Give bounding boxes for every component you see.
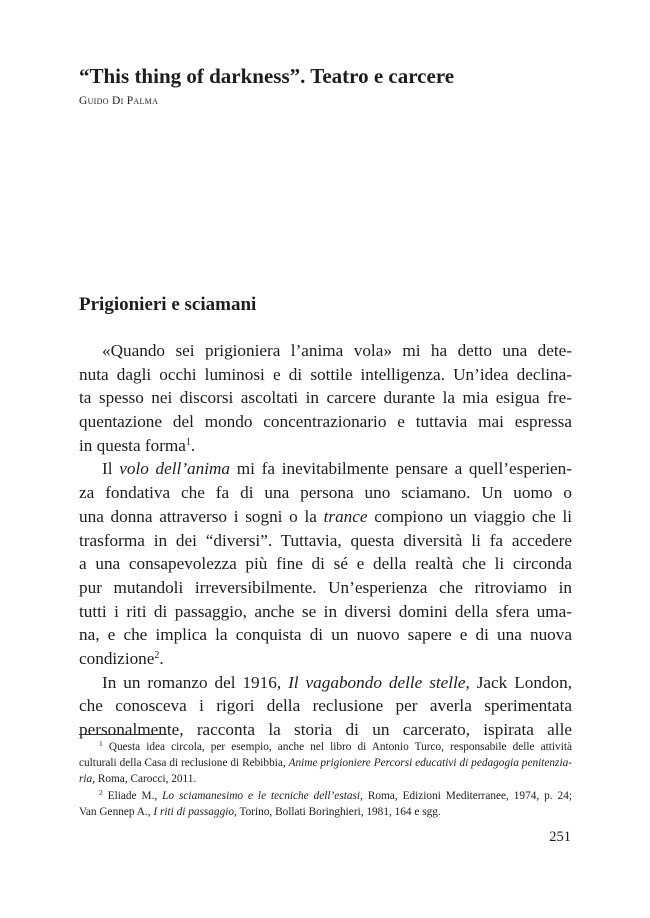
footnote-2-line-2-b: , Torino, Bollati Boringhieri, 1981, 164 e sgg.: [234, 805, 441, 818]
footnote-1-line-1: [79, 739, 572, 755]
footnote-1-line-3: [79, 771, 572, 787]
body-text: [79, 339, 572, 742]
paragraph-1-line-4: quentazione del mondo concentrazionario e tuttavia mai espressa: [79, 412, 572, 432]
paragraph-1-line-3: ta spesso nei discorsi ascoltati in carcere durante la mia esigua fre-: [79, 388, 572, 408]
footnote-2-italic-title: Lo sciamanesimo e le tecniche dell’estasi: [162, 789, 361, 802]
paragraph-3-line-2: che conosceva i rigori della reclusione per averla sperimentata: [79, 696, 572, 716]
paragraph-1-line-2: nuta dagli occhi luminosi e di sottile intelligenza. Un’idea declina-: [79, 364, 572, 384]
paragraph-2-end: .: [159, 648, 164, 668]
paragraph-2-line-7: tutti i riti di passaggio, anche se in diversi domini della sfera uma-: [79, 601, 572, 621]
paragraph-3-line-3: personalmente, racconta la storia di un carcerato, ispirata alle: [79, 720, 572, 739]
paragraph-3-line-1-b: , Jack London,: [465, 672, 572, 692]
footnote-2-line-2-a: Van Gennep A.,: [79, 805, 154, 818]
footnote-1-italic-title: Anime prigioniere Percorsi educativi di pedagogia penitenzia-: [288, 757, 572, 770]
paragraph-1-end: .: [190, 435, 196, 455]
footnotes: [79, 739, 572, 820]
paragraph-2-line-6: pur mutandoli irreversibilmente. Un’esperienza che ritroviamo in: [79, 577, 572, 597]
paragraph-1-line-5: [79, 434, 572, 458]
paragraph-2-line-2: za fondativa che fa di una persona uno sciamano. Un uomo o: [79, 483, 572, 503]
footnote-1-line-1-text: Questa idea circola, per esempio, anche nel libro di Antonio Turco, responsabile delle attività: [102, 741, 572, 753]
paragraph-3-line-1-a: In un romanzo del 1916,: [102, 672, 289, 692]
paragraph-2-line-8: na, e che implica la conquista di un nuovo sapere e di una nuova: [79, 625, 572, 645]
section-title: Prigionieri e sciamani: [79, 294, 257, 315]
paragraph-2-line-3-a: una donna attraverso i sogni o la: [79, 506, 324, 526]
page-number: 251: [549, 829, 571, 845]
footnote-ref-2[interactable]: 2: [154, 649, 160, 661]
footnote-1-number: 1: [99, 739, 103, 748]
paragraph-2-line-3-b: compiono un viaggio che li: [367, 506, 572, 526]
chapter-author: Guido Di Palma: [79, 95, 159, 107]
paragraph-1-line-5-text: in questa forma: [79, 435, 186, 455]
paragraph-2-line-9-text: condizione: [79, 648, 155, 668]
paragraph-2-line-1: [79, 457, 572, 481]
paragraph-2-italic-trance: trance: [323, 506, 368, 526]
paragraph-3-italic-title: Il vagabondo delle stelle: [288, 672, 466, 692]
paragraph-2-line-5: a una consapevolezza più fine di sé e della realtà che li circonda: [79, 554, 572, 574]
paragraph-1-line-1: «Quando sei prigioniera l’anima vola» mi ha detto una dete-: [102, 341, 572, 360]
paragraph-2-line-1-a: Il: [102, 459, 120, 479]
footnote-1-line-2: [79, 755, 572, 771]
footnote-2-italic-title-2: I riti di passaggio: [153, 805, 235, 818]
footnote-separator: [79, 734, 167, 735]
footnote-1-line-2-a: culturali della Casa di reclusione di Rebibbia,: [79, 757, 289, 770]
footnote-2-line-2: [79, 804, 572, 820]
footnote-ref-1[interactable]: 1: [185, 436, 191, 448]
footnote-1-line-3-b: , Roma, Carocci, 2011.: [92, 773, 197, 786]
paragraph-2-line-4: trasforma in dei “diversi”. Tuttavia, questa diversità li fa accedere: [79, 530, 572, 550]
footnote-2-line-1: [79, 788, 572, 804]
chapter-title: “This thing of darkness”. Teatro e carcere: [79, 64, 455, 88]
footnote-1-italic-title-end: ria: [79, 773, 93, 786]
paragraph-2-line-9: [79, 647, 572, 671]
paragraph-2-line-3: [79, 505, 572, 529]
footnote-2-line-1-a: Eliade M.,: [102, 789, 163, 802]
footnote-2-line-1-b: , Roma, Edizioni Mediterranee, 1974, p. 24;: [360, 789, 572, 802]
footnote-2-number: 2: [99, 787, 103, 797]
paragraph-2-line-1-b: mi fa inevitabilmente pensare a quell’esperien-: [230, 459, 572, 479]
paragraph-3-line-1: [79, 671, 572, 695]
paragraph-2-italic-volo: volo dell’anima: [119, 459, 231, 479]
